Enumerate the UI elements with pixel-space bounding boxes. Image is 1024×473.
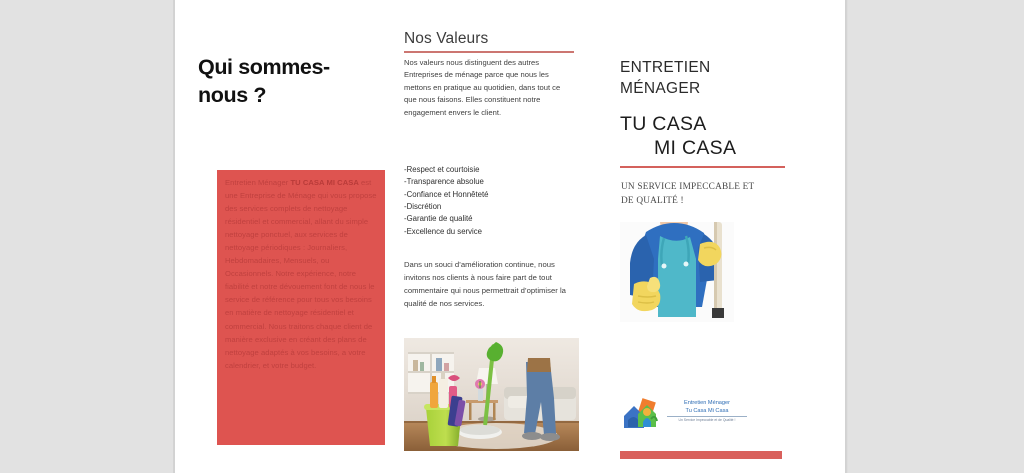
house-logo-icon xyxy=(620,396,664,430)
living-room-cleaning-photo xyxy=(404,338,579,451)
nos-valeurs-title: Nos Valeurs xyxy=(404,30,489,47)
brand-name-line1: TU CASA xyxy=(620,113,707,135)
nos-valeurs-intro: Nos valeurs nous distinguent des autres Entreprises de ménage parce que nous les mettons en pratique au quotidien, dans tout ce que nous faisons. Elles constituent notre engagement envers le client. xyxy=(404,58,561,117)
logo-line-2: Tu Casa Mi Casa xyxy=(685,408,729,415)
brand-name xyxy=(620,113,810,161)
list-item: -Discrétion xyxy=(404,201,442,211)
about-lead-plain: Entretien Ménager xyxy=(225,178,291,187)
cleaner-photo-illustration xyxy=(620,222,734,322)
list-item: -Confiance et Honnêteté xyxy=(404,189,489,199)
brand-kicker xyxy=(620,58,810,99)
column-brand-cover xyxy=(618,0,818,473)
logo-line-1: Entretien Ménager xyxy=(683,400,731,406)
bottom-accent-bar xyxy=(620,451,782,459)
page-right-edge xyxy=(845,0,848,473)
column-nos-valeurs xyxy=(404,0,589,473)
company-logo xyxy=(620,396,747,430)
brand-kicker-line2: MÉNAGER xyxy=(620,79,701,97)
brochure-page xyxy=(175,0,845,473)
list-item: -Transparence absolue xyxy=(404,177,484,187)
brand-name-line2: MI CASA xyxy=(654,136,737,159)
page-title-line1: Qui sommes- xyxy=(198,55,330,79)
nos-valeurs-rule xyxy=(404,51,574,53)
list-item: -Garantie de qualité xyxy=(404,214,473,224)
brand-rule xyxy=(620,166,785,168)
logo-line-3: Un Service Impeccable et de Qualité ! xyxy=(667,416,747,423)
house-logo-shape xyxy=(620,396,664,430)
about-callout-text xyxy=(225,176,377,372)
brand-tagline-line1: UN SERVICE IMPECCABLE ET xyxy=(621,182,755,192)
list-item: -Excellence du service xyxy=(404,226,483,236)
values-list xyxy=(404,164,574,238)
living-room-photo-illustration xyxy=(404,338,579,451)
brand-tagline xyxy=(621,180,801,209)
list-item: -Respect et courtoisie xyxy=(404,165,480,174)
amelioration-paragraph: Dans un souci d’amélioration continue, nous invitons nos clients à nous faire part de tout commentaire qui nous permettrait d’optimiser la qualité de nos services. xyxy=(404,260,566,308)
column-qui-sommes-nous xyxy=(196,0,386,473)
brand-kicker-line1: ENTRETIEN xyxy=(620,59,711,76)
about-lead-bold: TU CASA MI CASA xyxy=(290,178,359,187)
brand-tagline-line2: DE QUALITÉ ! xyxy=(621,196,684,207)
logo-text-block xyxy=(667,399,747,423)
cleaner-thumbs-up-photo xyxy=(620,222,734,322)
page-title-line2: nous ? xyxy=(198,82,267,107)
about-callout-box xyxy=(217,170,385,445)
page-title xyxy=(198,54,378,109)
about-body: est une Entreprise de Ménage qui vous propose des services complets de nettoyage résidentiel et commercial, allant du simple nettoyage ponctuel, aux services de nettoyage périodiques : Journaliers, Hebdomadaires, Mensuels, ou Occasionnels. Notre expérience, notre fiabilité et notre dévouement font de nous le service de référence pour tous vos besoins en matière de nettoyage résidentiel et commercial. Nous traitons chaque client de manière exclusive en créant des plans de nettoyage adaptés à vos besoins, a votre calendrier, et votre budget. xyxy=(225,178,377,370)
